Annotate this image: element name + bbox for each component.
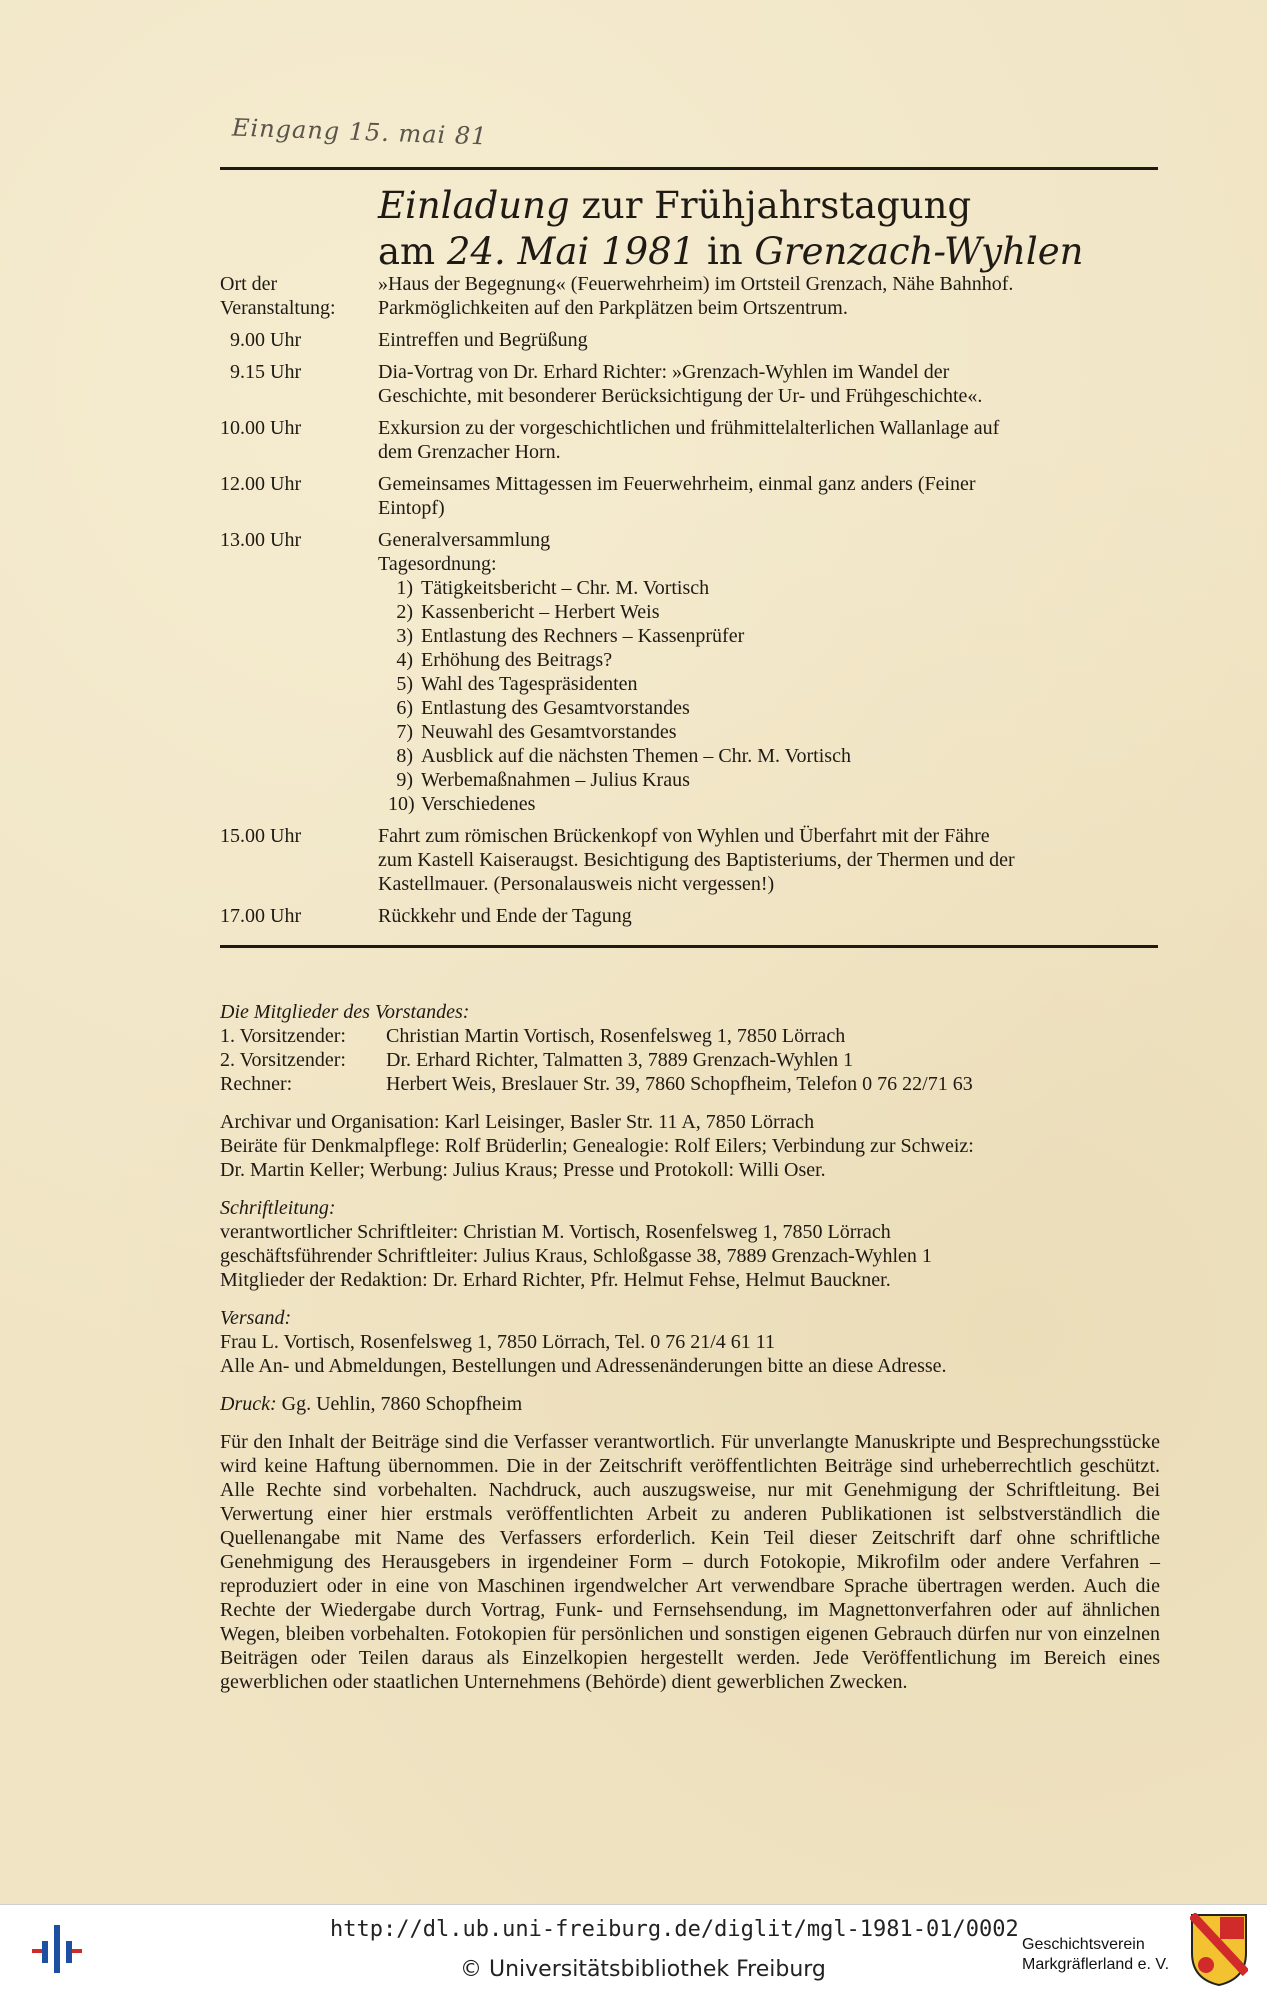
bottom-rule <box>220 945 1158 948</box>
agenda-list <box>388 576 1160 816</box>
editorial-line: Mitglieder der Redaktion: Dr. Erhard Richter, Pfr. Helmut Fehse, Helmut Bauckner. <box>220 1269 891 1291</box>
agenda-number: 10) <box>388 793 415 815</box>
agenda-item <box>388 720 1160 744</box>
schedule-row <box>220 904 1160 928</box>
schedule-row <box>220 328 1160 352</box>
schedule-line: Kastellmauer. (Personalausweis nicht vergessen!) <box>378 873 775 895</box>
agenda-item <box>388 672 1160 696</box>
legal-notice: Für den Inhalt der Beiträge sind die Verfasser verantwortlich. Für unverlangte Manuskripte und Besprechungsstücke wird keine Haftung übernommen. Die in der Zeitschrift veröffentlichten Beiträge sind urheberrechtlich geschützt. Alle Rechte sind vorbehalten. Nachdruck, auch auszugsweise, nur mit Genehmigung der Schriftleitung. Bei Verwertung einer hier erstmals veröffentlichten Arbeit zu anderen Publikationen ist selbstverständlich die Quellenangabe mit Name des Verfassers erforderlich. Kein Teil dieser Zeitschrift darf ohne schriftliche Genehmigung des Herausgebers in irgendeiner Form – durch Fotokopie, Mikrofilm oder andere Verfahren – reproduziert oder in eine von Maschinen irgendwelcher Art verwendbare Sprache übertragen werden. Auch die Rechte der Wiedergabe durch Vortrag, Funk- und Fernsehsendung, im Magnettonverfahren oder auf ähnlichen Wegen, bleiben vorbehalten. Fotokopien für persönlichen und sonstigen eigenen Gebrauch dürfen nur von einzelnen Beiträgen oder Teilen daraus als Einzelkopien hergestellt werden. Jede Veröffentlichung im Bereich eines gewerblichen oder staatlichen Unternehmens (Behörde) dient gewerblichen Zwecken. <box>220 1431 1160 1693</box>
invitation-title <box>378 183 1083 275</box>
member-role: 1. Vorsitzender: <box>220 1025 346 1047</box>
agenda-number: 9) <box>396 769 413 791</box>
member-details: Dr. Erhard Richter, Talmatten 3, 7889 Grenzach-Wyhlen 1 <box>386 1049 854 1071</box>
shipping-line: Frau L. Vortisch, Rosenfelsweg 1, 7850 Lörrach, Tel. 0 76 21/4 61 11 <box>220 1331 776 1353</box>
agenda-number: 3) <box>396 625 413 647</box>
shipping-heading: Versand: <box>220 1307 292 1329</box>
handwritten-note: Eingang 15. mai 81 <box>231 113 488 151</box>
agenda-item <box>388 648 1160 672</box>
schedule-row <box>220 824 1160 896</box>
board-section <box>220 1000 1160 1694</box>
agenda-text: Neuwahl des Gesamtvorstandes <box>421 721 677 743</box>
agenda-text: Entlastung des Gesamtvorstandes <box>421 697 690 719</box>
schedule-line: zum Kastell Kaiseraugst. Besichtigung des Baptisteriums, der Thermen und der <box>378 849 1015 871</box>
print-section <box>220 1392 1160 1416</box>
board-heading: Die Mitglieder des Vorstandes: <box>220 1001 470 1023</box>
agenda-text: Werbemaßnahmen – Julius Kraus <box>421 769 690 791</box>
agenda-text: Kassenbericht – Herbert Weis <box>421 601 660 623</box>
title-date: 24. Mai 1981 <box>446 230 696 273</box>
society-name <box>1022 1935 1169 1975</box>
agenda-text: Entlastung des Rechners – Kassenprüfer <box>421 625 745 647</box>
schedule-line: Gemeinsames Mittagessen im Feuerwehrheim, einmal ganz anders (Feiner <box>378 473 976 495</box>
schedule-line: Rückkehr und Ende der Tagung <box>378 905 632 927</box>
schedule-row <box>220 416 1160 464</box>
editorial-section <box>220 1196 1160 1292</box>
board-other-line: Archivar und Organisation: Karl Leisinger, Basler Str. 11 A, 7850 Lörrach <box>220 1111 815 1133</box>
schedule-line: Fahrt zum römischen Brückenkopf von Wyhlen und Überfahrt mit der Fähre <box>378 825 990 847</box>
schedule-line: Tagesordnung: <box>378 553 497 575</box>
schedule-time: 9.15 Uhr <box>230 361 302 383</box>
member-details: Christian Martin Vortisch, Rosenfelsweg 1, 7850 Lörrach <box>386 1025 846 1047</box>
title-italic: Einladung <box>378 184 570 227</box>
venue-text-2: Parkmöglichkeiten auf den Parkplätzen beim Ortszentrum. <box>378 297 848 319</box>
shipping-section <box>220 1306 1160 1378</box>
agenda-number: 4) <box>396 649 413 671</box>
agenda-text: Verschiedenes <box>421 793 536 815</box>
agenda-number: 1) <box>396 577 413 599</box>
schedule-list <box>220 328 1160 928</box>
shipping-line: Alle An- und Abmeldungen, Bestellungen und Adressenänderungen bitte an diese Adresse. <box>220 1355 947 1377</box>
schedule-line: Dia-Vortrag von Dr. Erhard Richter: »Grenzach-Wyhlen im Wandel der <box>378 361 950 383</box>
schedule-time: 12.00 Uhr <box>220 473 302 495</box>
agenda-item <box>388 600 1160 624</box>
top-rule <box>220 167 1158 170</box>
schedule-row <box>220 472 1160 520</box>
schedule-line: dem Grenzacher Horn. <box>378 441 561 463</box>
agenda-text: Ausblick auf die nächsten Themen – Chr. M. Vortisch <box>421 745 851 767</box>
schedule-line: Exkursion zu der vorgeschichtlichen und frühmittelalterlichen Wallanlage auf <box>378 417 1000 439</box>
agenda-item <box>388 744 1160 768</box>
title-rest: zur Frühjahrstagung <box>569 184 972 227</box>
editorial-heading: Schriftleitung: <box>220 1197 336 1219</box>
print-label: Druck: <box>220 1393 277 1415</box>
agenda-item <box>388 768 1160 792</box>
schedule-time: 9.00 Uhr <box>230 329 302 351</box>
copyright-text: © Universitätsbibliothek Freiburg <box>460 1957 826 1982</box>
venue-label-2: Veranstaltung: <box>220 297 336 319</box>
agenda-number: 5) <box>396 673 413 695</box>
schedule-line: Eintopf) <box>378 497 445 519</box>
schedule-line: Generalversammlung <box>378 529 551 551</box>
member-role: Rechner: <box>220 1073 293 1095</box>
agenda-number: 6) <box>396 697 413 719</box>
title-in: in <box>695 230 755 273</box>
board-members <box>220 1024 1160 1096</box>
schedule-time: 10.00 Uhr <box>220 417 302 439</box>
member-row <box>220 1048 1160 1072</box>
agenda-number: 8) <box>396 745 413 767</box>
schedule-row <box>220 360 1160 408</box>
coat-of-arms-icon <box>1190 1913 1248 1987</box>
member-role: 2. Vorsitzender: <box>220 1049 346 1071</box>
print-value: Gg. Uehlin, 7860 Schopfheim <box>276 1393 523 1415</box>
member-details: Herbert Weis, Breslauer Str. 39, 7860 Schopfheim, Telefon 0 76 22/71 63 <box>386 1073 973 1095</box>
agenda-item <box>388 576 1160 600</box>
schedule-line: Geschichte, mit besonderer Berücksichtigung der Ur- und Frühgeschichte«. <box>378 385 983 407</box>
schedule-time: 17.00 Uhr <box>220 905 302 927</box>
agenda-item <box>388 624 1160 648</box>
society-line-1: Geschichtsverein <box>1022 1936 1145 1953</box>
schedule-time: 13.00 Uhr <box>220 529 302 551</box>
board-others <box>220 1110 1160 1182</box>
editorial-line: geschäftsführender Schriftleiter: Julius Kraus, Schloßgasse 38, 7889 Grenzach-Wyhlen 1 <box>220 1245 932 1267</box>
title-place: Grenzach-Wyhlen <box>754 230 1084 273</box>
schedule-time: 15.00 Uhr <box>220 825 302 847</box>
schedule-row <box>220 528 1160 816</box>
editorial-line: verantwortlicher Schriftleiter: Christian M. Vortisch, Rosenfelsweg 1, 7850 Lörrach <box>220 1221 891 1243</box>
agenda-text: Wahl des Tagespräsidenten <box>421 673 638 695</box>
agenda-item <box>388 792 1160 816</box>
board-other-line: Dr. Martin Keller; Werbung: Julius Kraus; Presse und Protokoll: Willi Oser. <box>220 1159 826 1181</box>
agenda-item <box>388 696 1160 720</box>
member-row <box>220 1072 1160 1096</box>
ub-freiburg-logo-icon[interactable] <box>28 1919 88 1979</box>
agenda-number: 7) <box>396 721 413 743</box>
member-row <box>220 1024 1160 1048</box>
program-schedule <box>220 272 1160 928</box>
title-am: am <box>378 230 447 273</box>
board-other-line: Beiräte für Denkmalpflege: Rolf Brüderlin; Genealogie: Rolf Eilers; Verbindung zur Schweiz: <box>220 1135 974 1157</box>
agenda-text: Erhöhung des Beitrags? <box>421 649 613 671</box>
agenda-number: 2) <box>396 601 413 623</box>
agenda-text: Tätigkeitsbericht – Chr. M. Vortisch <box>421 577 710 599</box>
viewer-footer <box>0 1904 1267 1994</box>
society-line-2: Markgräflerland e. V. <box>1022 1956 1170 1973</box>
schedule-line: Eintreffen und Begrüßung <box>378 329 588 351</box>
venue-row <box>220 272 1160 320</box>
venue-text: »Haus der Begegnung« (Feuerwehrheim) im Ortsteil Grenzach, Nähe Bahnhof. <box>378 273 1014 295</box>
venue-label: Ort der <box>220 273 278 295</box>
permalink-url[interactable]: http://dl.ub.uni-freiburg.de/diglit/mgl-1981-01/0002 <box>330 1917 1019 1942</box>
